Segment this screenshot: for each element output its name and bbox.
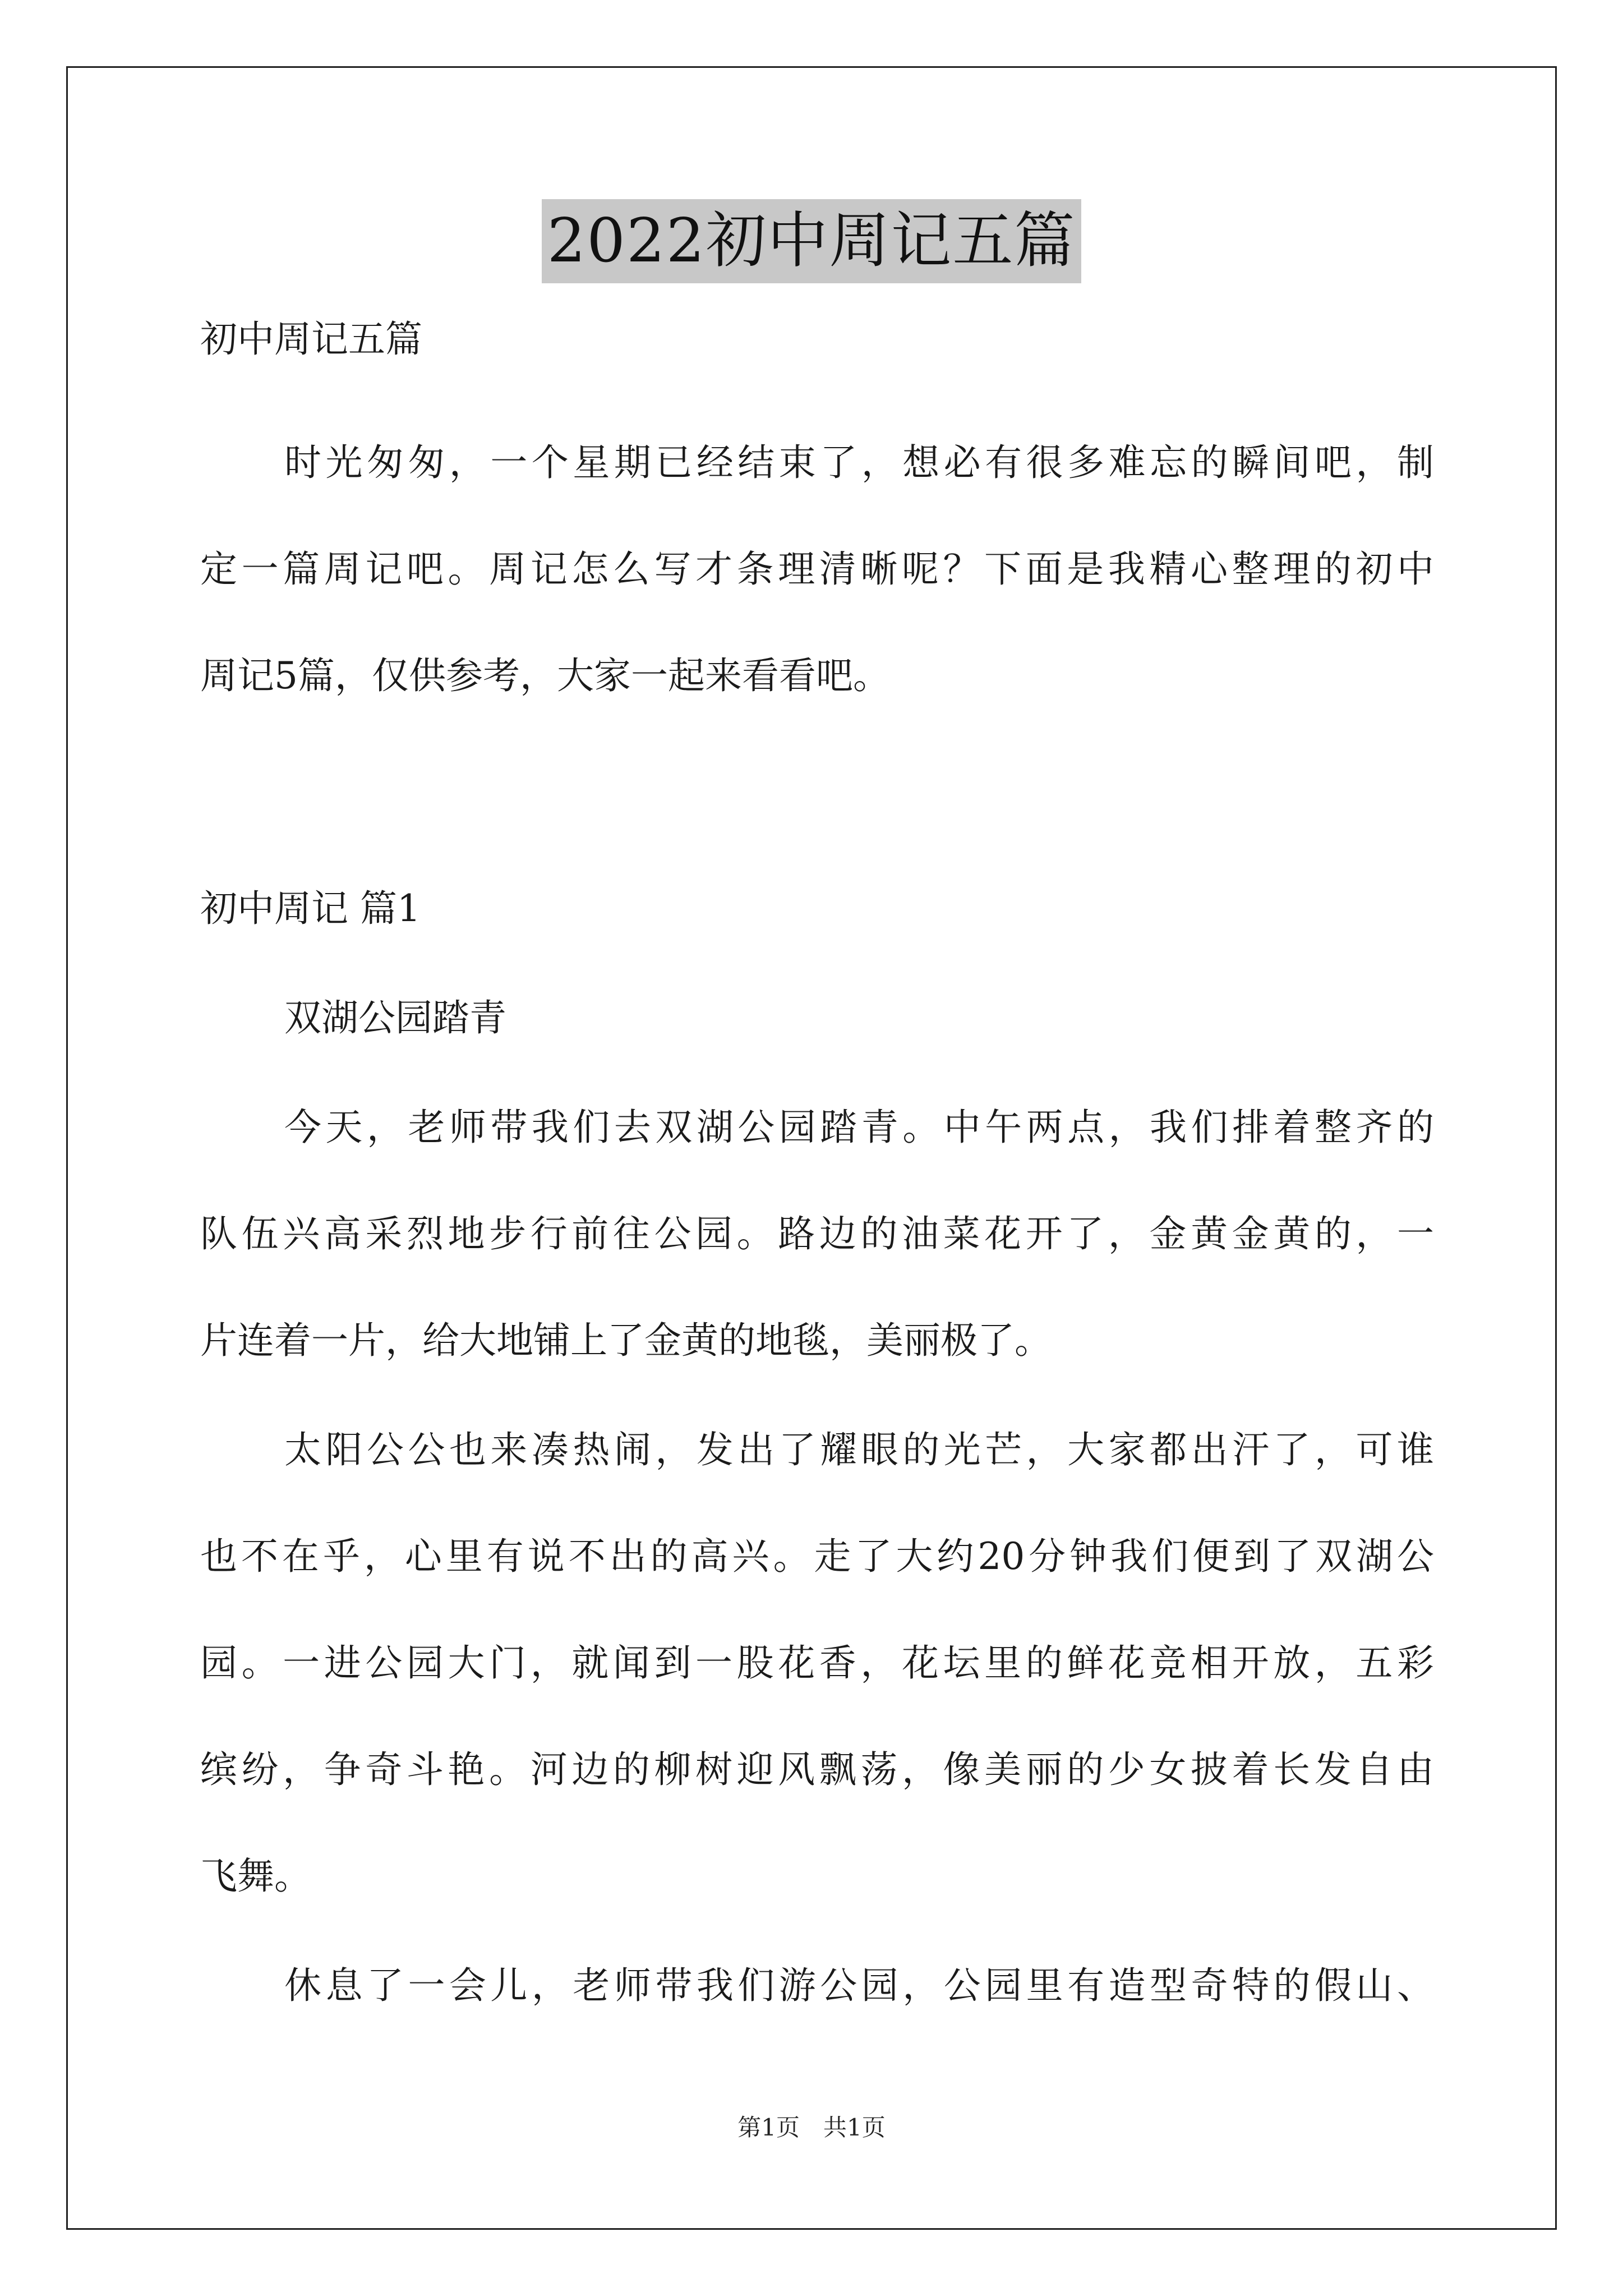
intro-line: 定一篇周记吧。周记怎么写才条理清晰呢？下面是我精心整理的初中 xyxy=(200,547,1434,591)
paragraph-line: 也不在乎，心里有说不出的高兴。走了大约20分钟我们便到了双湖公 xyxy=(200,1535,1434,1578)
paragraph-line: 片连着一片，给大地铺上了金黄的地毯，美丽极了。 xyxy=(200,1319,1052,1362)
intro-line: 周记5篇，仅供参考，大家一起来看看吧。 xyxy=(200,654,890,697)
paragraph-line: 今天，老师带我们去双湖公园踏青。中午两点，我们排着整齐的 xyxy=(284,1106,1434,1149)
intro-line: 时光匆匆，一个星期已经结束了，想必有很多难忘的瞬间吧，制 xyxy=(284,441,1434,484)
page-footer: 第1页 共1页 xyxy=(737,2114,886,2141)
title-container xyxy=(0,199,1623,283)
document-subtitle: 初中周记五篇 xyxy=(200,318,422,361)
paragraph-line: 休息了一会儿，老师带我们游公园，公园里有造型奇特的假山、 xyxy=(284,1964,1434,2007)
paragraph-line: 缤纷，争奇斗艳。河边的柳树迎风飘荡，像美丽的少女披着长发自由 xyxy=(200,1748,1434,1791)
paragraph-line: 园。一进公园大门，就闻到一股花香，花坛里的鲜花竞相开放，五彩 xyxy=(200,1641,1434,1685)
section-heading: 初中周记 篇1 xyxy=(200,887,421,930)
document-title: 2022初中周记五篇 xyxy=(542,199,1082,283)
paragraph-line: 太阳公公也来凑热闹，发出了耀眼的光芒，大家都出汗了，可谁 xyxy=(284,1428,1434,1471)
paragraph-line: 队伍兴高采烈地步行前往公园。路边的油菜花开了，金黄金黄的，一 xyxy=(200,1212,1434,1255)
paragraph-line: 飞舞。 xyxy=(200,1855,311,1898)
essay-title: 双湖公园踏青 xyxy=(284,996,506,1039)
